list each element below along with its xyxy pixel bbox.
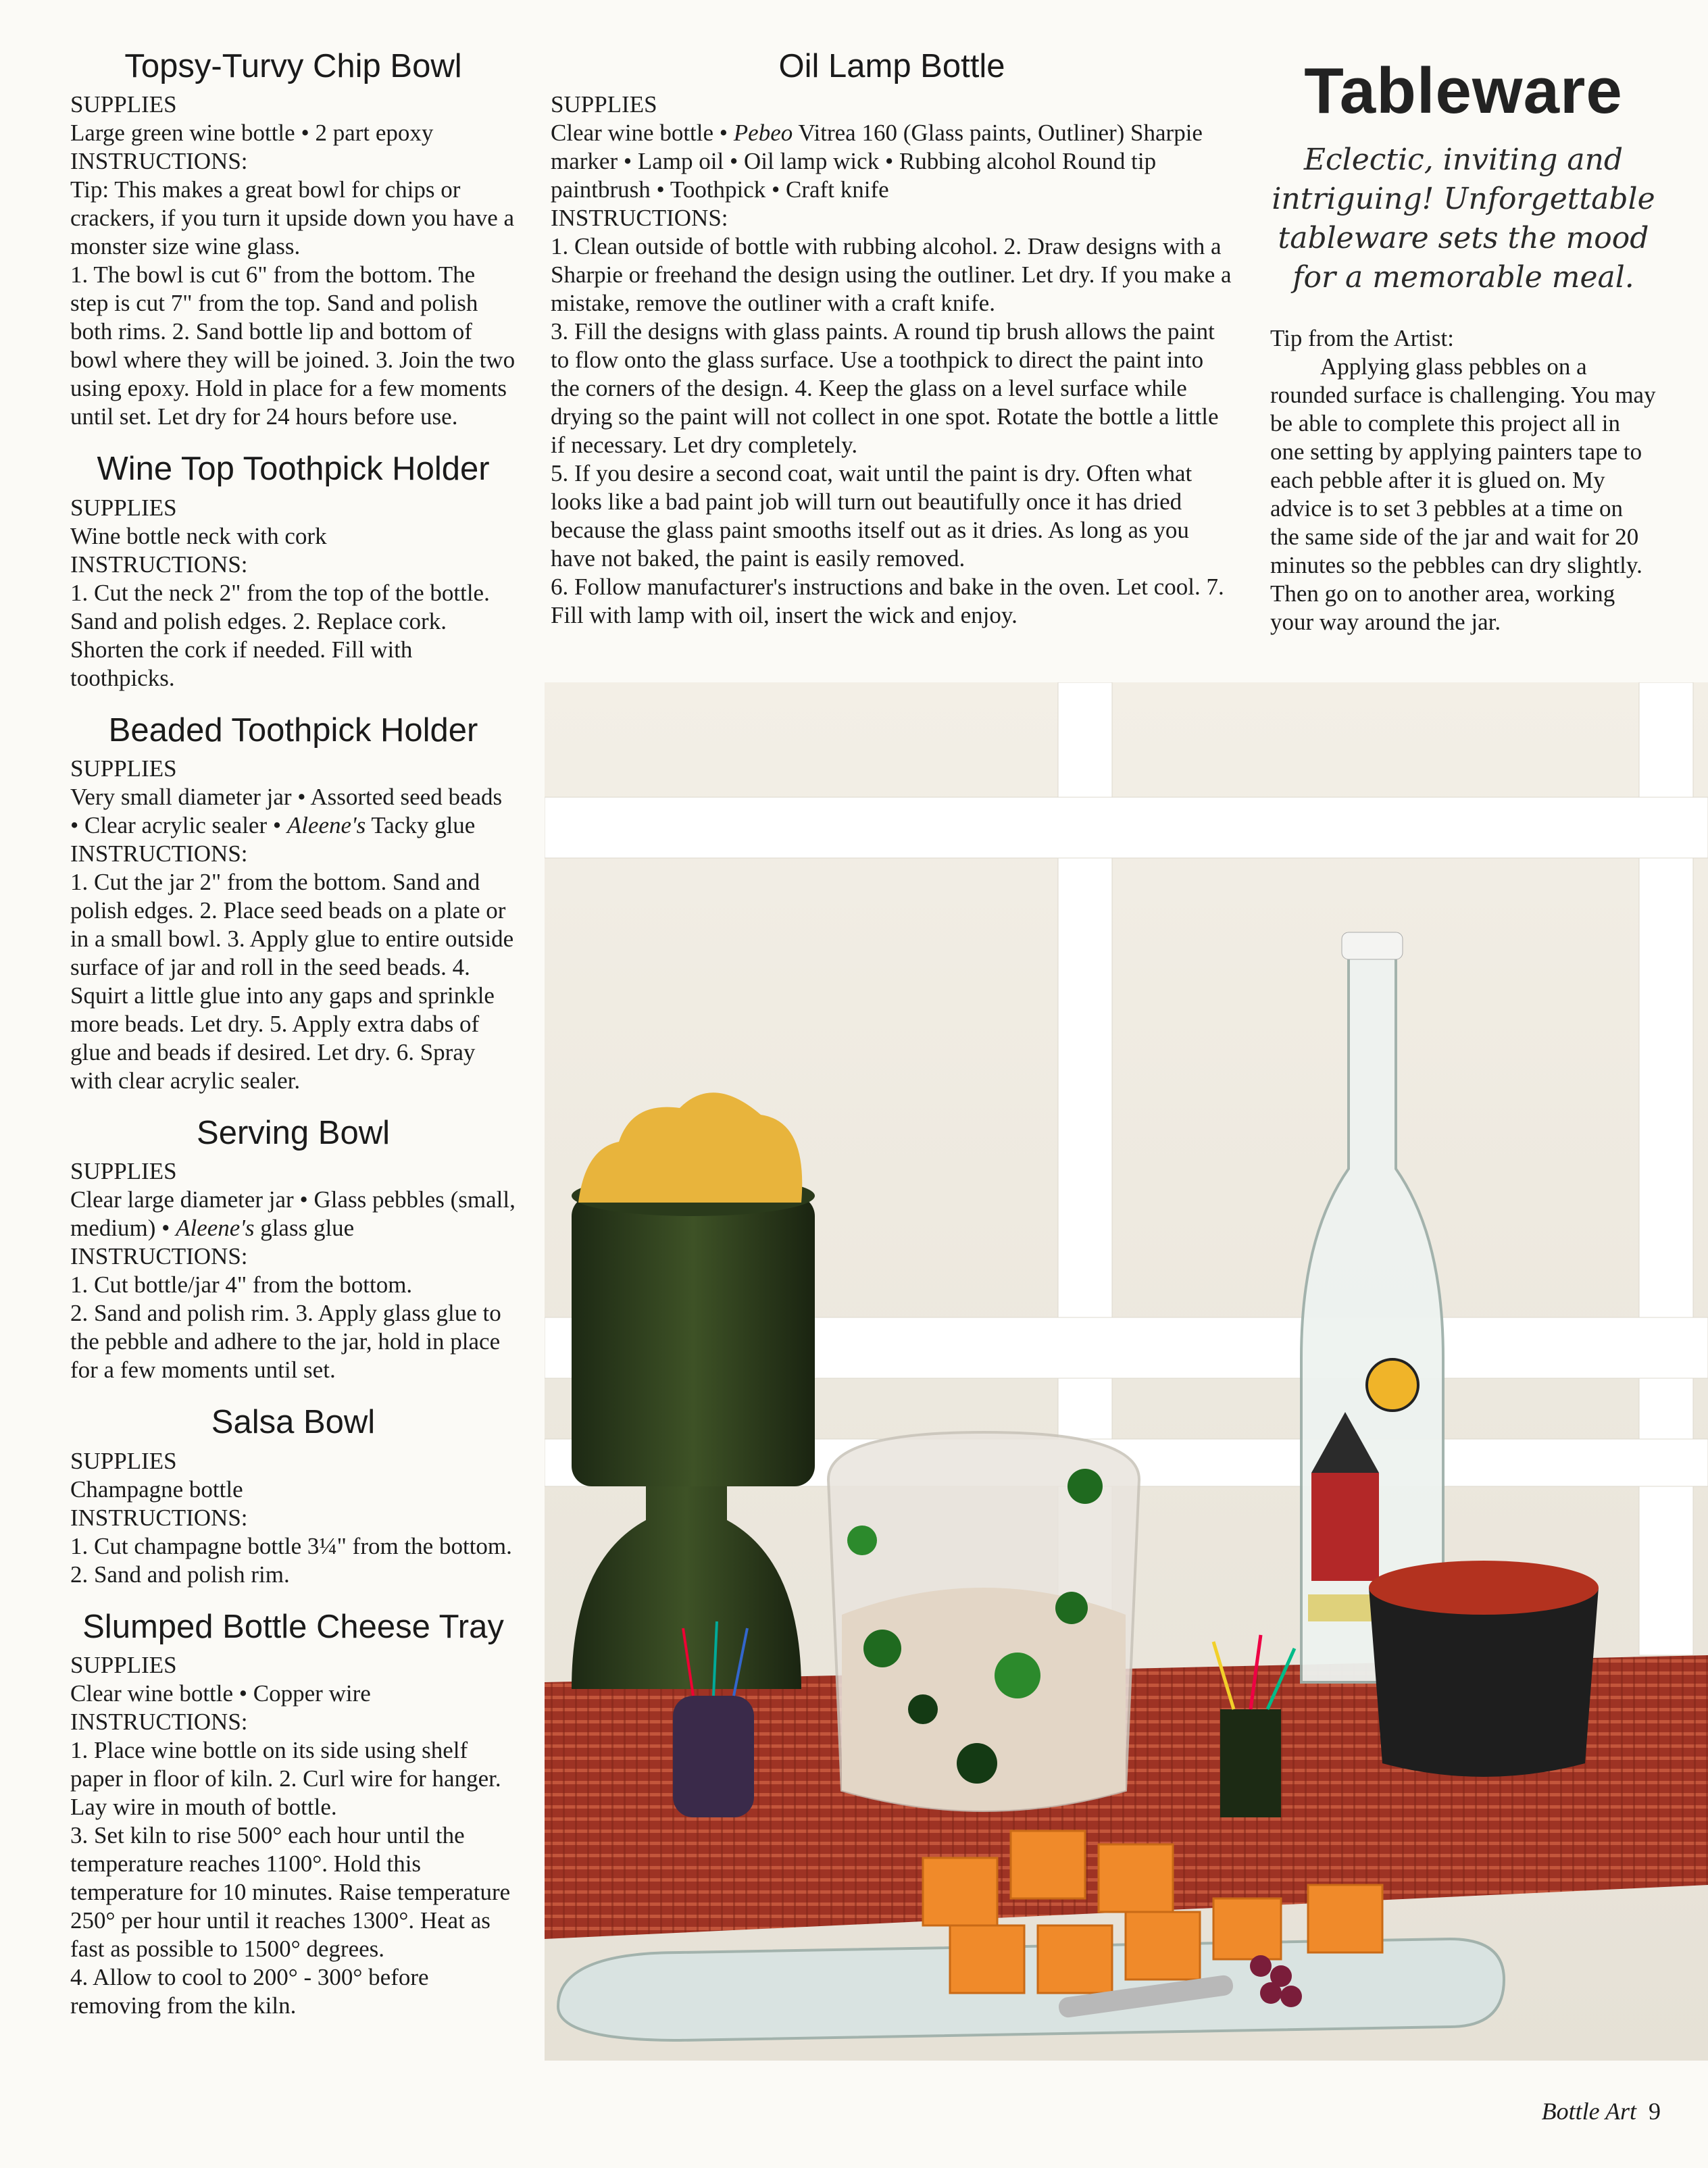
book-title: Bottle Art [1541, 2098, 1636, 2125]
chapter-tagline: Eclectic, inviting and intriguing! Unforgettable tableware sets the mood for a memorable meal. [1272, 143, 1655, 295]
section-wine-top-toothpick-holder [70, 450, 516, 692]
section-title: Slumped Bottle Cheese Tray [82, 1608, 504, 1645]
supplies-text: Wine bottle neck with cork [70, 522, 327, 549]
instructions-text: 1. Cut champagne bottle 3¼" from the bottom. 2. Sand and polish rim. [70, 1532, 512, 1588]
supplies-text: Clear large diameter jar • Glass pebbles (small, medium) • Aleene's glass glue [70, 1186, 516, 1242]
section-title: Beaded Toothpick Holder [108, 711, 478, 749]
section-title: Oil Lamp Bottle [778, 48, 1005, 84]
right-column [1270, 47, 1657, 636]
section-title: Wine Top Toothpick Holder [97, 451, 490, 488]
supplies-label: SUPPLIES [70, 1158, 177, 1185]
supplies-text: Champagne bottle [70, 1476, 243, 1503]
section-title: Topsy-Turvy Chip Bowl [124, 48, 462, 84]
supplies-label: SUPPLIES [70, 1652, 177, 1679]
instructions-text: 1. Cut the jar 2" from the bottom. Sand and polish edges. 2. Place seed beads on a plate or in a small bowl. 3. Apply glue to entire outside surface of jar and roll in the seed beads. 4. Squirt a little glue into any gaps and sprinkle more beads. Let dry. 5. Apply extra dabs of glue and beads if desired. Let dry. 6. Spray with clear acrylic sealer. [70, 869, 514, 1094]
instructions-label: INSTRUCTIONS: [70, 1709, 248, 1736]
pebble-serving-bowl [828, 1432, 1139, 1811]
supplies-text: Large green wine bottle • 2 part epoxy [70, 120, 434, 147]
left-column [70, 47, 516, 2039]
section-serving-bowl [70, 1114, 516, 1384]
instructions-text: 1. Cut bottle/jar 4" from the bottom. 2. Sand and polish rim. 3. Apply glass glue to the pebble and adhere to the jar, hold in place for a few moments until set. [70, 1271, 501, 1384]
supplies-label: SUPPLIES [70, 91, 177, 118]
topsy-turvy-chip-bowl [572, 1092, 815, 1689]
page-footer [1542, 2097, 1661, 2125]
supplies-label: SUPPLIES [70, 755, 177, 782]
instructions-text: 1. Cut the neck 2" from the top of the bottle. Sand and polish edges. 2. Replace cork. Shorten the cork if needed. Fill with toothpicks. [70, 579, 490, 691]
section-slumped-bottle-cheese-tray [70, 1608, 516, 2020]
supplies-text: Clear wine bottle • Copper wire [70, 1680, 371, 1707]
middle-column [551, 47, 1233, 649]
section-salsa-bowl [70, 1403, 516, 1588]
section-title: Salsa Bowl [211, 1404, 376, 1441]
tableware-photo [545, 682, 1708, 2061]
section-oil-lamp-bottle [551, 47, 1233, 630]
salsa-bowl [1369, 1561, 1599, 1777]
tableware-photo-illustration [545, 682, 1708, 2061]
supplies-label: SUPPLIES [70, 1447, 177, 1474]
supplies-label: SUPPLIES [551, 91, 657, 118]
instructions-text: 1. Place wine bottle on its side using shelf paper in floor of kiln. 2. Curl wire for hanger. Lay wire in mouth of bottle. 3. Set kiln to rise 500° each hour until the temperature reaches 1100°. Hold this temperature for 10 minutes. Raise temperature 250° per hour until it reaches 1300°. Heat as fast as possible to 1500° degrees. 4. Allow to cool to 200° - 300° before removing from the kiln. [70, 1737, 511, 2019]
tip-body: Applying glass pebbles on a rounded surface is challenging. You may be able to complete this project all in one setting by applying painters tape to each pebble after it is glued on. My advice is to set 3 pebbles at a time on the same side of the jar and wait for 20 minutes so the pebbles can dry slightly. Then go on to another area, working your way around the jar. [1270, 353, 1656, 635]
instructions-text: Tip: This makes a great bowl for chips or crackers, if you turn it upside down you have a monster size wine glass. 1. The bowl is cut 6" from the bottom. The step is cut 7" from the top. Sand and polish both rims. 2. Sand bottle lip and bottom of bowl where they will be joined. 3. Join the two using epoxy. Hold in place for a few moments until set. Let dry for 24 hours before use. [70, 176, 516, 430]
section-beaded-toothpick-holder [70, 711, 516, 1095]
supplies-text: Clear wine bottle • Pebeo Vitrea 160 (Glass paints, Outliner) Sharpie marker • Lamp oil • Oil lamp wick • Rubbing alcohol Round tip paintbrush • Toothpick • Craft knife [551, 120, 1203, 203]
section-topsy-turvy-chip-bowl [70, 47, 516, 431]
tip-heading: Tip from the Artist: [1270, 325, 1454, 351]
page-number: 9 [1649, 2098, 1661, 2125]
supplies-text: Very small diameter jar • Assorted seed beads • Clear acrylic sealer • Aleene's Tacky glue [70, 784, 503, 839]
instructions-label: INSTRUCTIONS: [70, 1243, 248, 1270]
chapter-title: Tableware [1304, 55, 1623, 127]
supplies-label: SUPPLIES [70, 494, 177, 521]
instructions-label: INSTRUCTIONS: [70, 148, 248, 175]
instructions-label: INSTRUCTIONS: [551, 205, 728, 232]
instructions-label: INSTRUCTIONS: [70, 551, 248, 578]
instructions-label: INSTRUCTIONS: [70, 1504, 248, 1531]
instructions-text: 1. Clean outside of bottle with rubbing alcohol. 2. Draw designs with a Sharpie or freehand the design using the outliner. Let dry. If you make a mistake, remove the outliner with a craft knife. 3. Fill the designs with glass paints. A round tip brush allows the paint to flow onto the glass surface. Use a toothpick to direct the paint into the corners of the design. 4. Keep the glass on a level surface while drying so the paint will not collect in one spot. Rotate the bottle a little if necessary. Let dry completely. 5. If you desire a second coat, wait until the paint is dry. Often what looks like a bad paint job will turn out beautifully once it has dried because the glass paint smooths itself out as it dries. As long as you have not baked, the paint is easily removed. 6. Follow manufacturer's instructions and bake in the oven. Let cool. 7. Fill with lamp with oil, insert the wick and enjoy. [551, 233, 1232, 629]
instructions-label: INSTRUCTIONS: [70, 840, 248, 867]
section-title: Serving Bowl [197, 1115, 390, 1152]
